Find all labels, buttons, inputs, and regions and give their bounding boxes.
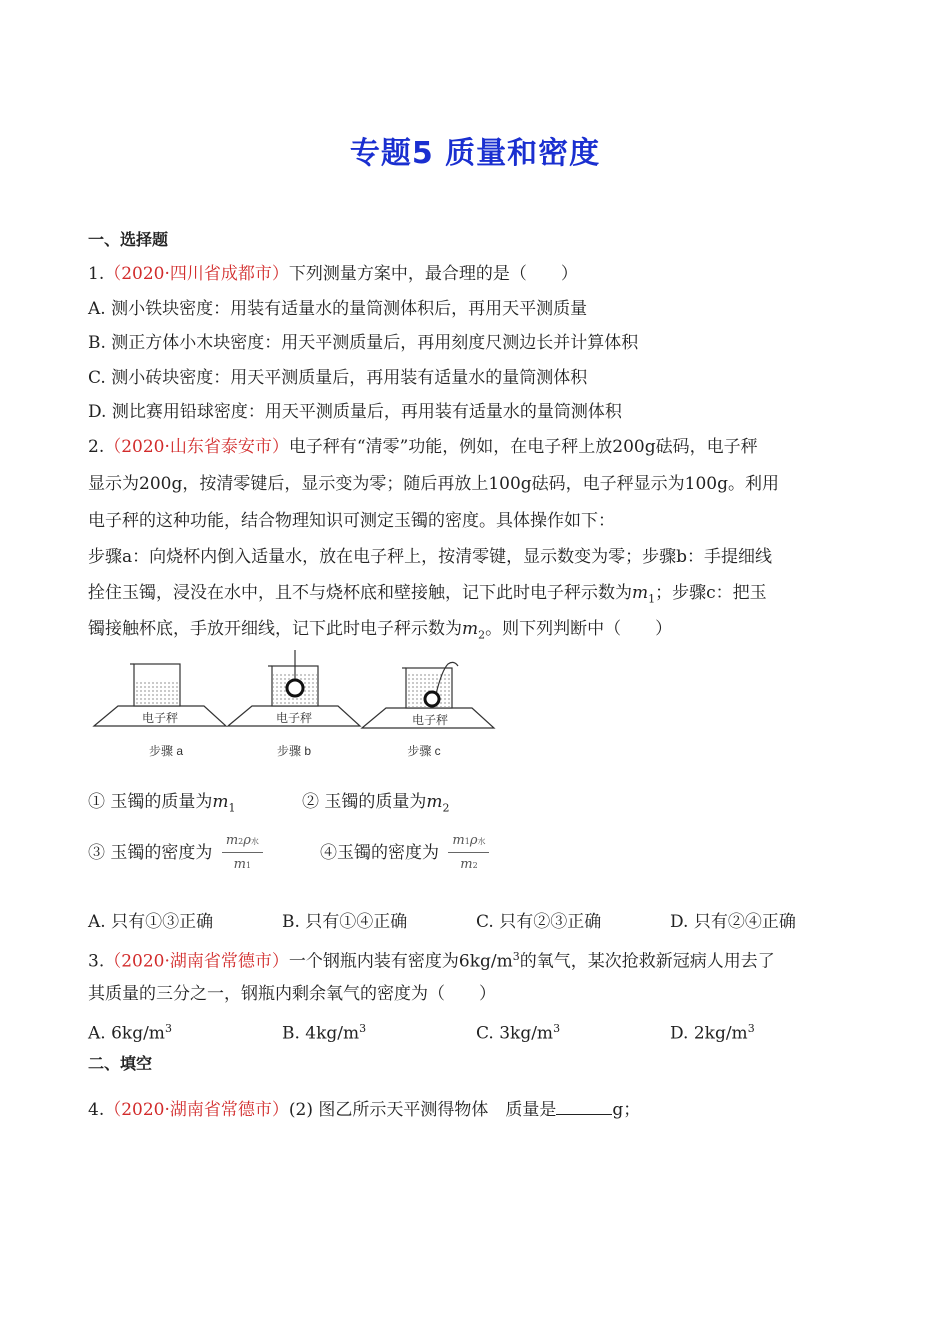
question-1-option-a: A. 测小铁块密度：用装有适量水的量筒测体积后，再用天平测质量 <box>88 299 588 319</box>
math-var: m <box>460 857 473 872</box>
scale-c <box>362 662 494 758</box>
question-3-line-2: 其质量的三分之一，钢瓶内剩余氧气的密度为（ ） <box>88 984 496 1004</box>
math-subscript: 1 <box>245 861 252 870</box>
bracelet-b <box>287 680 303 696</box>
question-3-line-1 <box>88 945 775 974</box>
math-subscript: 2 <box>478 628 486 642</box>
question-1-option-b: B. 测正方体小木块密度：用天平测质量后，再用刻度尺测边长并计算体积 <box>88 333 639 353</box>
section-heading-choice: 一、选择题 <box>88 230 169 249</box>
math-superscript: 3 <box>164 1022 172 1035</box>
answer-blank[interactable] <box>556 1098 612 1115</box>
math-subscript: 1 <box>648 592 656 606</box>
math-superscript: 3 <box>747 1022 755 1035</box>
question-1-option-d: D. 测比赛用铅球密度：用天平测质量后，再用装有适量水的量筒测体积 <box>88 402 622 422</box>
math-var: m <box>462 619 479 639</box>
question-text: 。则下列判断中（ ） <box>485 619 673 639</box>
question-number: 1. <box>88 264 105 284</box>
question-2-line-5 <box>88 581 767 611</box>
math-superscript: 3 <box>359 1022 367 1035</box>
math-subscript: 2 <box>442 801 450 815</box>
math-rho: ρ <box>243 833 251 848</box>
question-text: 的氧气，某次抢救新冠病人用去了 <box>519 951 775 972</box>
experiment-figure <box>88 650 508 770</box>
statement-text: ② 玉镯的质量为 <box>302 792 427 812</box>
scale-label-c: 电子秤 <box>411 713 449 727</box>
step-a-label: 步骤 a <box>148 744 184 758</box>
math-var: m <box>225 833 239 848</box>
option-text: D. 2kg/m <box>670 1023 748 1044</box>
math-subscript: 2 <box>472 861 478 870</box>
math-superscript: 3 <box>512 950 520 963</box>
question-3-option-d <box>670 1017 755 1046</box>
math-var: m <box>452 833 465 848</box>
step-c-label: 步骤 c <box>407 744 441 758</box>
question-4 <box>88 1098 640 1122</box>
statement-text: ① 玉镯的质量为 <box>88 792 213 812</box>
question-text: g； <box>612 1100 641 1120</box>
statement-2 <box>302 790 450 820</box>
bracelet-c <box>425 692 439 706</box>
statement-4 <box>320 828 489 878</box>
question-text: 下列测量方案中，最合理的是（ ） <box>288 264 578 284</box>
option-text: B. 4kg/m <box>282 1023 360 1044</box>
question-number: 2. <box>88 437 105 457</box>
scale-label-b: 电子秤 <box>275 711 313 725</box>
question-source: （2020·四川省成都市） <box>104 264 289 284</box>
scale-label-a: 电子秤 <box>141 711 179 725</box>
page-title: 专题5 质量和密度 <box>349 136 601 171</box>
question-source: （2020·湖南省常德市） <box>104 951 289 972</box>
statement-text: ③ 玉镯的密度为 <box>88 843 213 863</box>
math-subscript-water: 水 <box>477 837 486 846</box>
question-2-line-2: 显示为200g，按清零键后，显示变为零；随后再放上100g砝码，电子秤显示为100g。利用 <box>88 474 779 494</box>
density-fraction-4 <box>448 833 489 874</box>
question-text: 电子秤有“清零”功能，例如，在电子秤上放200g砝码，电子秤 <box>288 437 758 457</box>
step-b-label: 步骤 b <box>276 744 312 758</box>
math-subscript: 2 <box>238 837 244 846</box>
math-var: m <box>233 857 246 872</box>
math-subscript: 1 <box>464 837 470 846</box>
question-2-option-a: A. 只有①③正确 <box>88 912 214 932</box>
question-2-line-3: 电子秤的这种功能，结合物理知识可测定玉镯的密度。具体操作如下： <box>88 511 615 531</box>
question-3-option-a <box>88 1017 172 1046</box>
math-subscript-water: 水 <box>250 837 259 846</box>
math-rho: ρ <box>469 833 478 848</box>
question-text: 一个钢瓶内装有密度为6kg/m <box>288 951 513 972</box>
question-text: 镯接触杯底，手放开细线，记下此时电子秤示数为 <box>88 619 462 639</box>
question-2-line-1 <box>88 435 758 459</box>
question-text: ；步骤c：把玉 <box>655 583 767 603</box>
statement-1 <box>88 790 236 820</box>
math-var: m <box>212 792 229 812</box>
question-number: 3. <box>88 951 105 972</box>
density-fraction-3 <box>222 833 263 874</box>
question-2-option-d: D. 只有②④正确 <box>670 912 796 932</box>
math-superscript: 3 <box>553 1022 561 1035</box>
statement-text: ④玉镯的密度为 <box>320 843 439 863</box>
statement-3 <box>88 828 263 878</box>
question-2-line-6 <box>88 617 672 647</box>
question-1-option-c: C. 测小砖块密度：用天平测质量后，再用装有适量水的量筒测体积 <box>88 368 588 388</box>
question-number: 4. <box>88 1100 105 1120</box>
question-3-option-b <box>282 1017 366 1046</box>
option-text: C. 3kg/m <box>476 1023 554 1044</box>
question-source: （2020·湖南省常德市） <box>104 1100 289 1120</box>
question-text: (2) 图乙所示天平测得物体 质量是 <box>288 1100 557 1120</box>
question-source: （2020·山东省泰安市） <box>104 437 289 457</box>
option-text: A. 6kg/m <box>88 1023 165 1044</box>
question-text: 拴住玉镯，浸没在水中，且不与烧杯底和壁接触，记下此时电子秤示数为 <box>88 583 632 603</box>
math-var: m <box>632 583 649 603</box>
section-heading-fill: 二、填空 <box>88 1054 153 1073</box>
water-a <box>135 682 179 705</box>
question-1-stem <box>88 262 578 286</box>
question-2-line-4: 步骤a：向烧杯内倒入适量水，放在电子秤上，按清零键，显示数变为零；步骤b：手提细线 <box>88 547 773 567</box>
question-2-option-c: C. 只有②③正确 <box>476 912 602 932</box>
question-3-option-c <box>476 1017 560 1046</box>
math-subscript: 1 <box>228 801 236 815</box>
question-2-option-b: B. 只有①④正确 <box>282 912 408 932</box>
math-var: m <box>426 792 443 812</box>
scale-a <box>94 664 226 758</box>
scale-b <box>228 650 360 758</box>
